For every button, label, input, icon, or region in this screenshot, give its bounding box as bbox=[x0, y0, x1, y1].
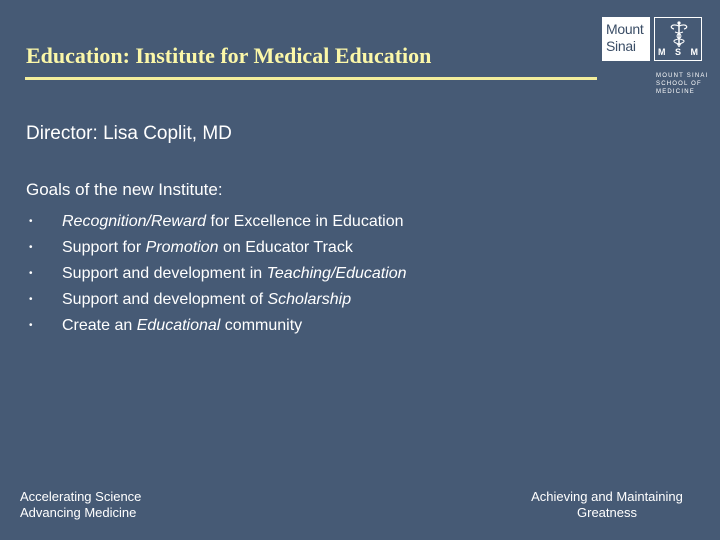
wordmark-text bbox=[606, 21, 643, 55]
goals-heading: Goals of the new Institute: bbox=[26, 180, 223, 199]
school-name bbox=[656, 72, 708, 96]
footer-line: Accelerating Science bbox=[20, 489, 142, 504]
bullet-icon: • bbox=[29, 294, 33, 305]
caduceus-icon bbox=[665, 20, 693, 48]
emphasis: Recognition/Reward bbox=[62, 213, 207, 230]
mount-sinai-wordmark bbox=[602, 17, 650, 61]
msm-seal bbox=[654, 17, 702, 61]
footer-line: Advancing Medicine bbox=[20, 505, 137, 520]
text-run: for Excellence in Education bbox=[206, 213, 404, 230]
msm-letters bbox=[655, 47, 701, 57]
emphasis: Promotion bbox=[145, 239, 219, 256]
bullet-icon: • bbox=[29, 320, 33, 331]
school-line: MOUNT SINAI bbox=[656, 73, 709, 79]
wordmark-mount: Mount bbox=[606, 21, 644, 37]
emphasis: Scholarship bbox=[267, 291, 352, 308]
text-run: Create an bbox=[62, 317, 137, 334]
text-run: Support for bbox=[62, 239, 146, 256]
list-item-text bbox=[62, 211, 404, 233]
emphasis: Educational bbox=[136, 317, 221, 334]
text-run: community bbox=[220, 317, 303, 334]
director-line: Director: Lisa Coplit, MD bbox=[26, 123, 232, 144]
emphasis: Teaching/Education bbox=[266, 265, 407, 282]
footer-line: Achieving and Maintaining bbox=[531, 489, 683, 504]
title-underline bbox=[25, 77, 597, 80]
footer-tagline-right bbox=[512, 489, 702, 521]
slide-title: Education: Institute for Medical Education bbox=[26, 43, 432, 68]
list-item-text bbox=[62, 237, 353, 259]
mount-sinai-logo bbox=[602, 17, 709, 97]
list-item-text bbox=[62, 315, 302, 337]
bullet-icon: • bbox=[29, 268, 33, 279]
text-run: Support and development of bbox=[62, 291, 268, 308]
bullet-icon: • bbox=[29, 216, 33, 227]
text-run: Support and development in bbox=[62, 265, 267, 282]
wordmark-sinai: Sinai bbox=[606, 38, 636, 54]
footer-tagline-left bbox=[20, 489, 141, 521]
msm-letter: M bbox=[658, 47, 666, 57]
bullet-icon: • bbox=[29, 242, 33, 253]
list-item-text bbox=[62, 289, 351, 311]
school-line: SCHOOL OF bbox=[656, 81, 702, 87]
msm-letter: S bbox=[674, 47, 681, 57]
msm-letter: M bbox=[690, 47, 698, 57]
school-line: MEDICINE bbox=[656, 89, 695, 95]
text-run: on Educator Track bbox=[218, 239, 353, 256]
list-item-text bbox=[62, 263, 407, 285]
footer-line: Greatness bbox=[577, 505, 637, 520]
